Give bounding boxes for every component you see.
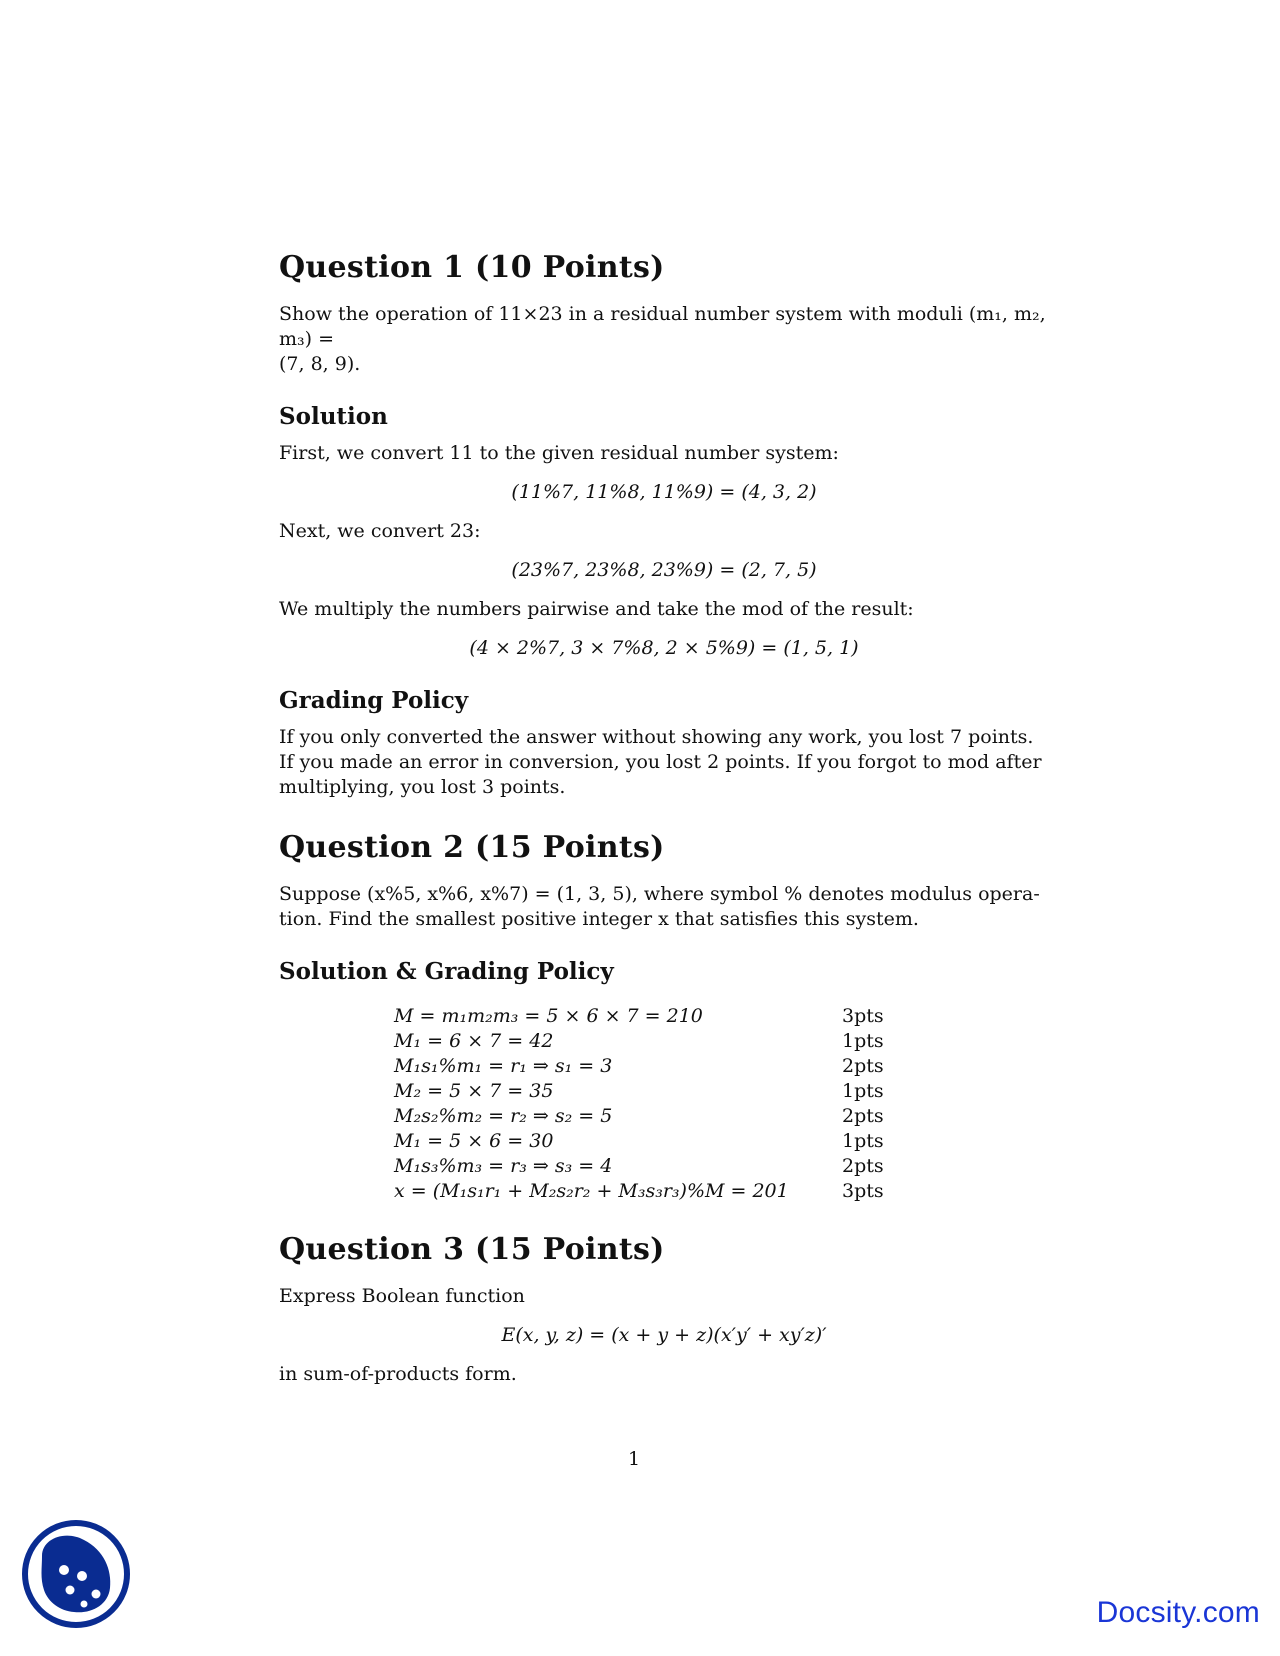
question-1-equation-2: (23%7, 23%8, 23%9) = (2, 7, 5) [511,559,817,581]
solution-row [394,1029,894,1054]
solution-row-expression: M₁s₁%m₁ = r₁ ⇒ s₁ = 3 [394,1055,613,1077]
question-1-prompt-line-2: (7, 8, 9). [279,353,361,375]
question-1-step-1: First, we convert 11 to the given residual number system: [279,442,839,464]
question-2-prompt-line-1: Suppose (x%5, x%6, x%7) = (1, 3, 5), where symbol % denotes modulus opera- [279,883,1040,905]
docsity-brand-link[interactable]: Docsity.com [1096,1596,1260,1629]
solution-row-points: 1pts [842,1080,884,1102]
solution-row-expression: M₁ = 6 × 7 = 42 [394,1030,554,1052]
question-1-step-2: Next, we convert 23: [279,520,481,542]
solution-row [394,1129,894,1154]
question-3-title: Question 3 (15 Points) [279,1232,665,1267]
solution-row [394,1104,894,1129]
solution-row [394,1179,894,1204]
solution-row [394,1054,894,1079]
question-3-equation: E(x, y, z) = (x + y + z)(x′y′ + xy′z)′ [501,1324,827,1346]
solution-row-expression: x = (M₁s₁r₁ + M₂s₂r₂ + M₃s₃r₃)%M = 201 [394,1180,789,1202]
question-1-grading-heading: Grading Policy [279,687,469,714]
question-1-prompt-line-1: Show the operation of 11×23 in a residual number system with moduli (m₁, m₂, m₃) = [279,303,1046,350]
solution-row-points: 2pts [842,1155,884,1177]
solution-row [394,1004,894,1029]
solution-row-points: 1pts [842,1130,884,1152]
solution-row [394,1079,894,1104]
solution-row [394,1154,894,1179]
question-1-equation-1: (11%7, 11%8, 11%9) = (4, 3, 2) [511,481,817,503]
solution-row-expression: M₁ = 5 × 6 = 30 [394,1130,554,1152]
solution-row-points: 2pts [842,1105,884,1127]
solution-row-expression: M = m₁m₂m₃ = 5 × 6 × 7 = 210 [394,1005,703,1027]
question-1-equation-3: (4 × 2%7, 3 × 7%8, 2 × 5%9) = (1, 5, 1) [469,637,859,659]
question-2-prompt-line-2: tion. Find the smallest positive integer x that satisfies this system. [279,908,919,930]
page-number: 1 [628,1448,641,1470]
question-1-step-3: We multiply the numbers pairwise and take the mod of the result: [279,598,914,620]
question-2-solution-heading: Solution & Grading Policy [279,958,614,985]
question-3-after: in sum-of-products form. [279,1363,517,1385]
question-1-grading-line-3: multiplying, you lost 3 points. [279,776,566,798]
question-2-solution-table [394,1004,894,1204]
question-1-grading-line-1: If you only converted the answer without showing any work, you lost 7 points. [279,726,1034,748]
solution-row-expression: M₂ = 5 × 7 = 35 [394,1080,554,1102]
question-1-solution-heading: Solution [279,403,388,430]
question-2-title: Question 2 (15 Points) [279,830,665,865]
solution-row-points: 3pts [842,1180,884,1202]
docsity-ladybug-logo-icon [20,1518,132,1630]
document-page [279,250,1049,1387]
solution-row-points: 1pts [842,1030,884,1052]
question-1-title: Question 1 (10 Points) [279,250,665,285]
solution-row-points: 2pts [842,1055,884,1077]
question-1-grading-line-2: If you made an error in conversion, you lost 2 points. If you forgot to mod after [279,751,1042,773]
question-3-prompt: Express Boolean function [279,1285,525,1307]
solution-row-points: 3pts [842,1005,884,1027]
solution-row-expression: M₁s₃%m₃ = r₃ ⇒ s₃ = 4 [394,1155,613,1177]
solution-row-expression: M₂s₂%m₂ = r₂ ⇒ s₂ = 5 [394,1105,613,1127]
